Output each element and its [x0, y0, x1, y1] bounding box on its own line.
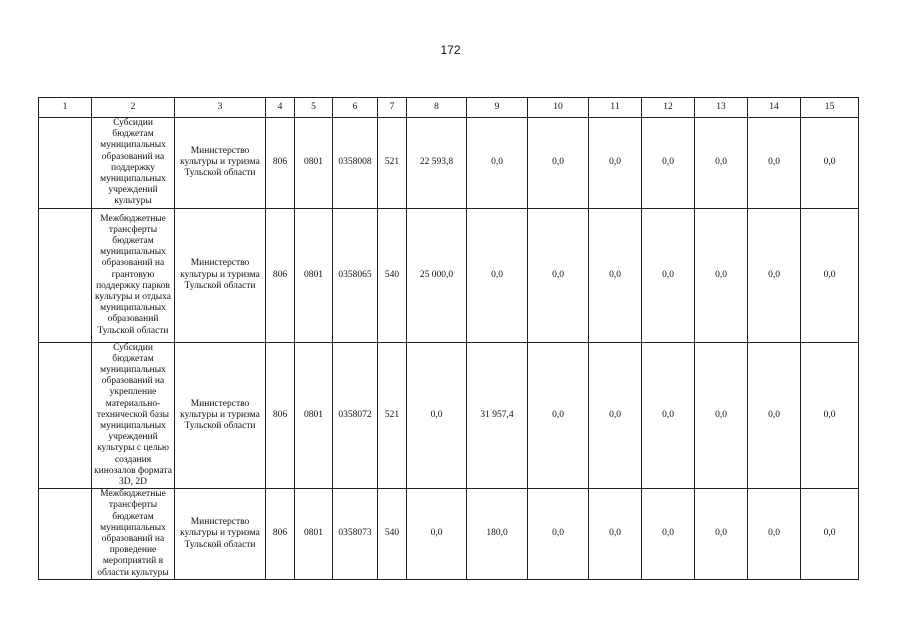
cell-c12: 0,0: [642, 489, 695, 580]
cell-c10: 0,0: [528, 208, 589, 342]
cell-c4: 806: [266, 118, 295, 209]
header-row: [39, 98, 859, 118]
col-header-9: 9: [467, 98, 528, 118]
cell-c9: 0,0: [467, 208, 528, 342]
cell-c5: 0801: [295, 342, 333, 489]
col-header-5: 5: [295, 98, 333, 118]
cell-ministry: Министерство культуры и туризма Тульской области: [175, 342, 266, 489]
cell-c10: 0,0: [528, 118, 589, 209]
cell-c7: 521: [378, 342, 407, 489]
cell-c13: 0,0: [695, 208, 748, 342]
cell-c7: 521: [378, 118, 407, 209]
cell-c12: 0,0: [642, 342, 695, 489]
cell-c14: 0,0: [748, 208, 801, 342]
col-header-10: 10: [528, 98, 589, 118]
cell-c5: 0801: [295, 489, 333, 580]
table-row: [39, 118, 859, 209]
cell-c6: 0358065: [333, 208, 378, 342]
cell-ministry: Министерство культуры и туризма Тульской области: [175, 208, 266, 342]
cell-c10: 0,0: [528, 342, 589, 489]
cell-c13: 0,0: [695, 118, 748, 209]
cell-c14: 0,0: [748, 342, 801, 489]
col-header-3: 3: [175, 98, 266, 118]
cell-name: Межбюджетные трансферты бюджетам муниципальных образований на проведение мероприятий в области культуры: [92, 489, 175, 580]
cell-c8: 0,0: [407, 342, 467, 489]
cell-c9: 31 957,4: [467, 342, 528, 489]
cell-c1: [39, 489, 92, 580]
cell-c1: [39, 208, 92, 342]
cell-c13: 0,0: [695, 342, 748, 489]
cell-ministry: Министерство культуры и туризма Тульской области: [175, 489, 266, 580]
cell-c8: 0,0: [407, 489, 467, 580]
cell-c4: 806: [266, 489, 295, 580]
cell-c9: 180,0: [467, 489, 528, 580]
cell-c11: 0,0: [589, 342, 642, 489]
cell-c11: 0,0: [589, 208, 642, 342]
col-header-7: 7: [378, 98, 407, 118]
cell-c14: 0,0: [748, 118, 801, 209]
page-number: 172: [440, 43, 461, 57]
col-header-13: 13: [695, 98, 748, 118]
cell-c15: 0,0: [801, 342, 859, 489]
cell-c5: 0801: [295, 118, 333, 209]
table-row: [39, 342, 859, 489]
cell-c12: 0,0: [642, 208, 695, 342]
cell-c1: [39, 342, 92, 489]
cell-c12: 0,0: [642, 118, 695, 209]
cell-c4: 806: [266, 342, 295, 489]
cell-c8: 25 000,0: [407, 208, 467, 342]
col-header-1: 1: [39, 98, 92, 118]
cell-name: Субсидии бюджетам муниципальных образований на укрепление материально-технической базы муниципальных учреждений культуры с целью создания кинозалов формата 3D, 2D: [92, 342, 175, 489]
col-header-8: 8: [407, 98, 467, 118]
cell-c6: 0358072: [333, 342, 378, 489]
budget-table: [38, 97, 859, 580]
cell-c13: 0,0: [695, 489, 748, 580]
cell-c11: 0,0: [589, 489, 642, 580]
cell-c9: 0,0: [467, 118, 528, 209]
table-row: [39, 489, 859, 580]
cell-c8: 22 593,8: [407, 118, 467, 209]
col-header-6: 6: [333, 98, 378, 118]
col-header-15: 15: [801, 98, 859, 118]
col-header-2: 2: [92, 98, 175, 118]
col-header-12: 12: [642, 98, 695, 118]
cell-c14: 0,0: [748, 489, 801, 580]
cell-c4: 806: [266, 208, 295, 342]
cell-ministry: Министерство культуры и туризма Тульской области: [175, 118, 266, 209]
cell-c10: 0,0: [528, 489, 589, 580]
cell-name: Субсидии бюджетам муниципальных образований на поддержку муниципальных учреждений культуры: [92, 118, 175, 209]
cell-c6: 0358073: [333, 489, 378, 580]
col-header-4: 4: [266, 98, 295, 118]
cell-c15: 0,0: [801, 208, 859, 342]
cell-c15: 0,0: [801, 118, 859, 209]
cell-c11: 0,0: [589, 118, 642, 209]
table-row: [39, 208, 859, 342]
col-header-11: 11: [589, 98, 642, 118]
col-header-14: 14: [748, 98, 801, 118]
cell-c7: 540: [378, 208, 407, 342]
cell-c15: 0,0: [801, 489, 859, 580]
cell-c5: 0801: [295, 208, 333, 342]
cell-c1: [39, 118, 92, 209]
cell-c7: 540: [378, 489, 407, 580]
cell-name: Межбюджетные трансферты бюджетам муниципальных образований на грантовую поддержку парков культуры и отдыха муниципальных образований Тульской области: [92, 208, 175, 342]
cell-c6: 0358008: [333, 118, 378, 209]
